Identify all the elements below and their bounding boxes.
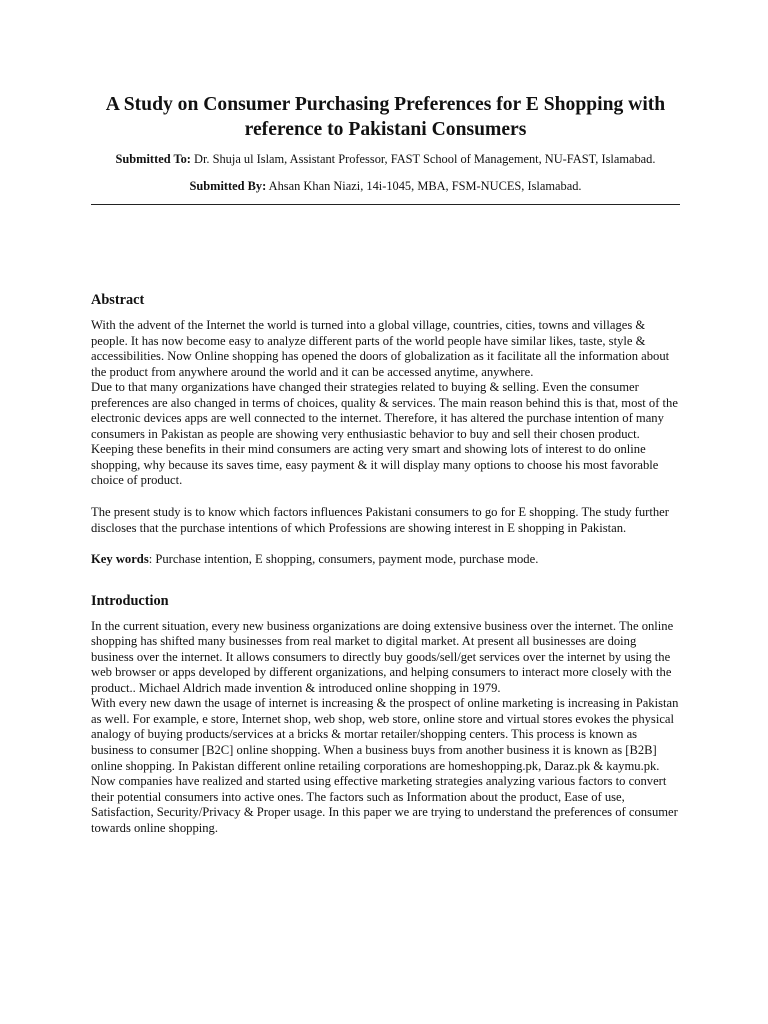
paper-title	[91, 92, 680, 142]
text-line: preferences are also changed in terms of choices, quality & services. The main reason behind this is that, most of the	[91, 395, 678, 410]
text-line: shopping has shifted many businesses from real market to digital market. At present all businesses are doing	[91, 634, 637, 649]
text-line: Now companies have realized and started using effective marketing strategies analyzing various factors to convert	[91, 774, 667, 789]
keywords-label: Key words	[91, 552, 149, 567]
text-line: business to consumer [B2C] online shopping. When a business buys from another business it is known as [B2B]	[91, 743, 657, 758]
introduction-heading: Introduction	[91, 592, 169, 609]
text-line: choice of product.	[91, 473, 183, 488]
text-line: In the current situation, every new business organizations are doing extensive business over the internet. The online	[91, 618, 674, 633]
submitted-to	[91, 152, 680, 167]
text-line: people. It has now become easy to analyze different parts of the world people have similar likes, taste, style &	[91, 333, 646, 348]
text-line: Satisfaction, Security/Privacy & Proper usage. In this paper we are trying to understand the preferences of consumer	[91, 805, 678, 820]
submitted-to-value: Dr. Shuja ul Islam, Assistant Professor, FAST School of Management, NU-FAST, Islamabad.	[190, 152, 656, 166]
text-line: product.. Michael Aldrich made invention & introduced online shopping in 1979.	[91, 680, 501, 695]
submitted-by	[91, 179, 680, 194]
text-line: consumers in Pakistan as people are showing very enthusiastic behavior to buy and sell their chosen product.	[91, 426, 640, 441]
text-line: business over the internet. It allows consumers to directly buy goods/sell/get services over the internet by using the	[91, 649, 671, 664]
keywords-value: : Purchase intention, E shopping, consumers, payment mode, purchase mode.	[148, 552, 539, 567]
text-line: Keeping these benefits in their mind consumers are acting very smart and showing lots of interest to do online	[91, 442, 646, 457]
text-line: as well. For example, e store, Internet shop, web shop, web store, online store and virtual stores evokes the physical	[91, 711, 675, 726]
introduction-body	[91, 619, 680, 837]
submitted-by-value: Ahsan Khan Niazi, 14i-1045, MBA, FSM-NUCES, Islamabad.	[266, 179, 582, 193]
text-line: Due to that many organizations have changed their strategies related to buying & selling. Even the consumer	[91, 380, 639, 395]
text-line: their potential consumers into active ones. The factors such as Information about the product, Ease of use,	[91, 789, 625, 804]
text-line: the product from anywhere around the world and it can be accessed anytime, anywhere.	[91, 364, 534, 379]
abstract-body	[91, 318, 680, 489]
text-line: online shopping. In Pakistan different online retailing corporations are homeshopping.pk, Daraz.pk & kaymu.pk.	[91, 758, 660, 773]
text-line: discloses that the purchase intentions of which Professions are showing interest in E shopping in Pakistan.	[91, 520, 627, 535]
text-line: With the advent of the Internet the world is turned into a global village, countries, cities, towns and villages &	[91, 318, 646, 332]
keywords	[91, 552, 680, 568]
text-line: electronic devices apps are well connected to the internet. Therefore, it has altered the purchase intention of many	[91, 411, 664, 426]
submitted-by-label: Submitted By:	[189, 179, 267, 193]
header-divider	[91, 204, 680, 205]
abstract-heading: Abstract	[91, 292, 145, 308]
text-line: accessibilities. Now Online shopping has opened the doors of globalization as it facilitate all the information about	[91, 349, 670, 364]
text-line: The present study is to know which factors influences Pakistani consumers to go for E shopping. The study further	[91, 505, 669, 520]
paper-title-line: reference to Pakistani Consumers	[244, 119, 527, 140]
text-line: web browser or apps developed by different organizations, and helping consumers to interact more closely with the	[91, 665, 672, 680]
submitted-to-label: Submitted To:	[115, 152, 191, 166]
abstract-study-purpose	[91, 505, 680, 536]
text-line: With every new dawn the usage of internet is increasing & the prospect of online marketing is increasing in Pakistan	[91, 696, 679, 711]
text-line: shopping, why because its saves time, easy payment & it will display many options to choose his most favorable	[91, 457, 659, 472]
text-line: analogy of buying products/services at a bricks & mortar retailer/shopping centers. This process is known as	[91, 727, 638, 742]
text-line: towards online shopping.	[91, 820, 218, 835]
paper-title-line: A Study on Consumer Purchasing Preferences for E Shopping with	[105, 94, 666, 115]
